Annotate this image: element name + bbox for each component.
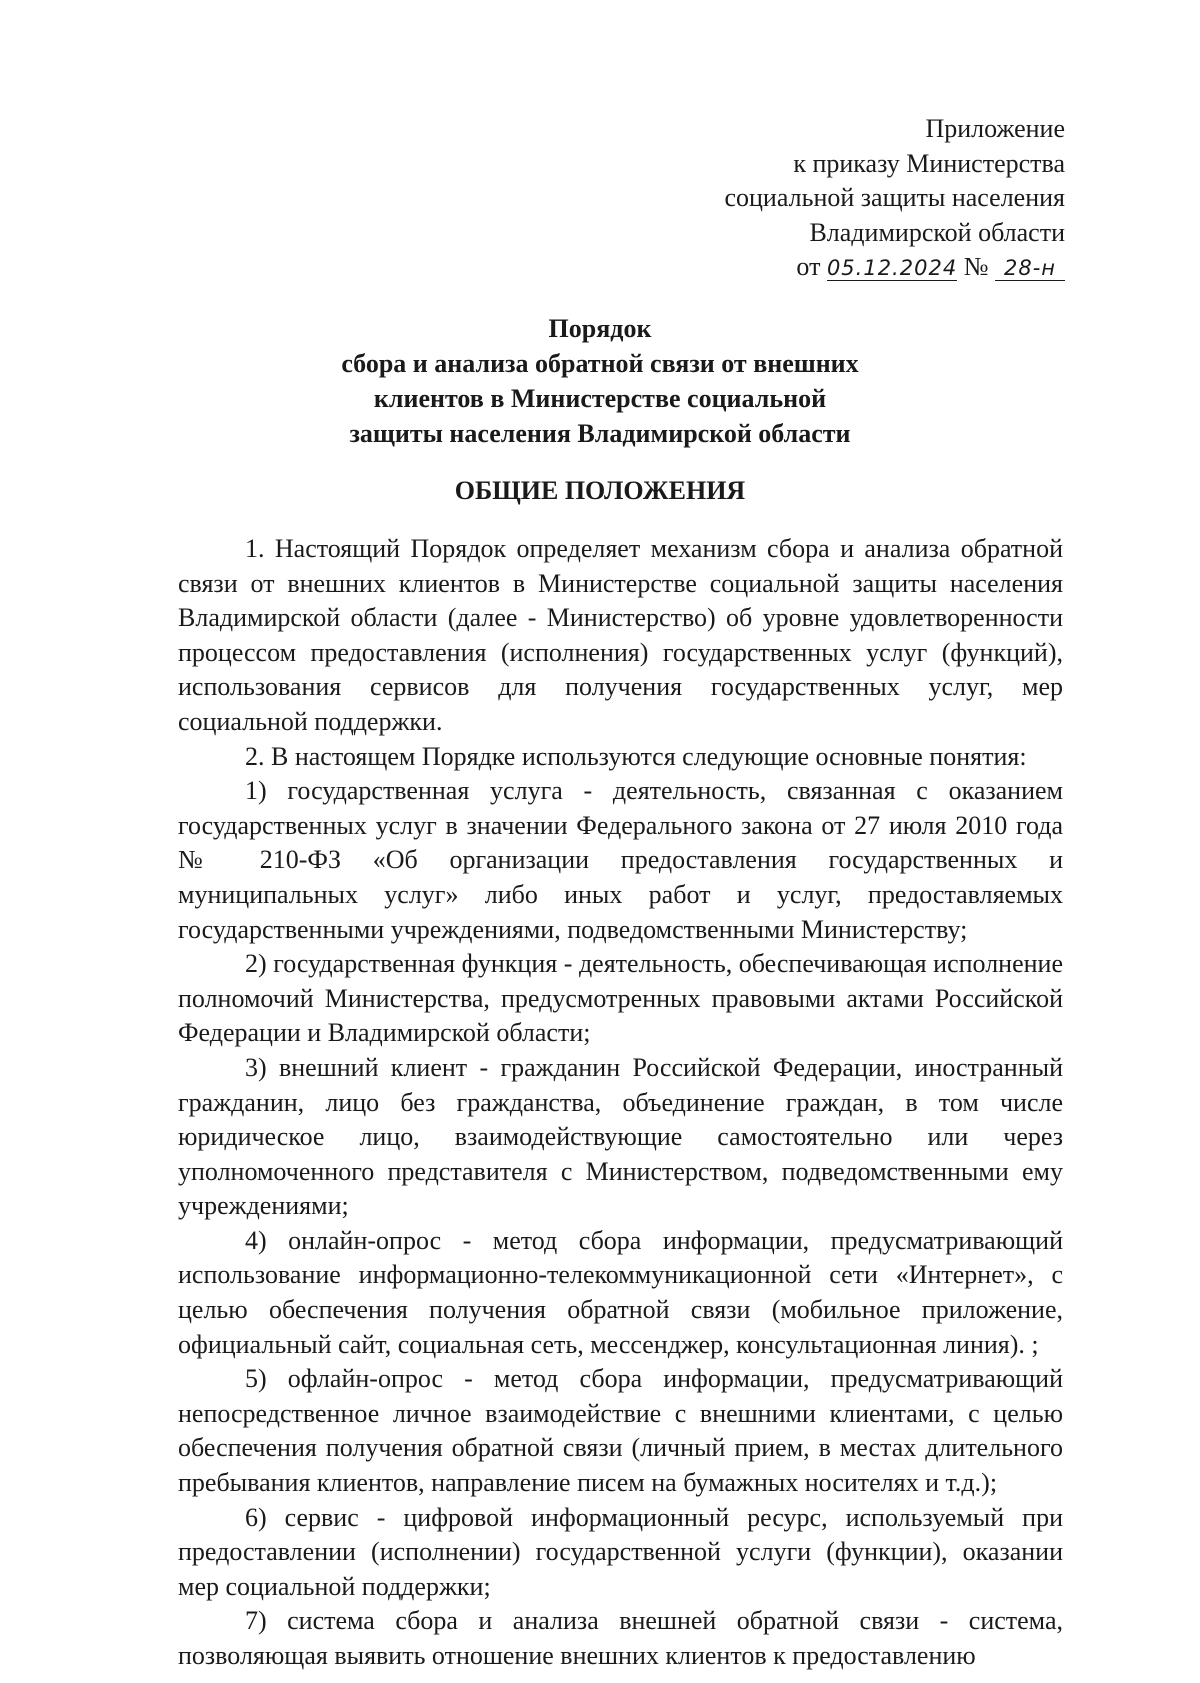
paragraph: 2) государственная функция - деятельность, обеспечивающая исполнение полномочий Министерства, предусмотренных правовыми актами Российской Федерации и Владимирской области;	[178, 949, 1063, 1048]
handwritten-date: 05.12.2024	[826, 256, 958, 280]
title-line-1: Порядок	[548, 314, 652, 343]
paragraph: 2. В настоящем Порядке используются следующие основные понятия:	[245, 741, 1027, 771]
appendix-header	[724, 112, 1065, 285]
paragraph: 7) система сбора и анализа внешней обратной связи - система, позволяющая выявить отношение внешних клиентов к предоставлению	[178, 1606, 1063, 1670]
appendix-date-number	[724, 250, 1065, 285]
paragraph: 3) внешний клиент - гражданин Российской Федерации, иностранный гражданин, лицо без гражданства, объединение граждан, в том числе юридическое лицо, взаимодействующие самостоятельно или через уполномоченного представителя с Министерством, подведомственными ему учреждениями;	[178, 1052, 1063, 1221]
appendix-region: Владимирской области	[809, 217, 1065, 247]
number-prefix: №	[963, 252, 989, 281]
paragraph: 5) офлайн-опрос - метод сбора информации, предусматривающий непосредственное личное взаимодействие с внешними клиентами, с целью обеспечения получения обратной связи (личный прием, в местах длительного пребывания клиентов, направление писем на бумажных носителях и т.д.);	[178, 1364, 1063, 1498]
paragraph: 1. Настоящий Порядок определяет механизм сбора и анализа обратной связи от внешних клиентов в Министерстве социальной защиты населения Владимирской области (далее - Министерство) об уровне удовлетворенности процессом предоставления (исполнения) государственных услуг (функций), использования сервисов для получения государственных услуг, мер социальной поддержки.	[178, 534, 1063, 736]
paragraph: 4) онлайн-опрос - метод сбора информации, предусматривающий использование информационно-телекоммуникационной сети «Интернет», с целью обеспечения получения обратной связи (мобильное приложение, официальный сайт, социальная сеть, мессенджер, консультационная линия). ;	[178, 1225, 1063, 1359]
title-line-3: клиентов в Министерстве социальной	[373, 384, 827, 413]
handwritten-number: 28-н	[995, 256, 1065, 281]
section-heading: ОБЩИЕ ПОЛОЖЕНИЯ	[454, 476, 746, 505]
date-prefix: от	[796, 252, 821, 281]
appendix-label: Приложение	[925, 114, 1065, 143]
title-line-4: защиты населения Владимирской области	[349, 419, 851, 448]
paragraph: 6) сервис - цифровой информационный ресурс, используемый при предоставлении (исполнении) государственной услуги (функции), оказании мер социальной поддержки;	[178, 1502, 1063, 1601]
appendix-ministry: социальной защиты населения	[724, 183, 1065, 212]
document-title	[0, 311, 1200, 451]
title-line-2: сбора и анализа обратной связи от внешних	[341, 349, 859, 378]
appendix-order-ref: к приказу Министерства	[793, 148, 1065, 178]
document-body	[178, 532, 1063, 1674]
paragraph: 1) государственная услуга - деятельность, связанная с оказанием государственных услуг в значении Федерального закона от 27 июля 2010 года № 210-ФЗ «Об организации предоставления государственных и муниципальных услуг» либо иных работ и услуг, предоставляемых государственными учреждениями, подведомственными Министерству;	[178, 776, 1063, 944]
